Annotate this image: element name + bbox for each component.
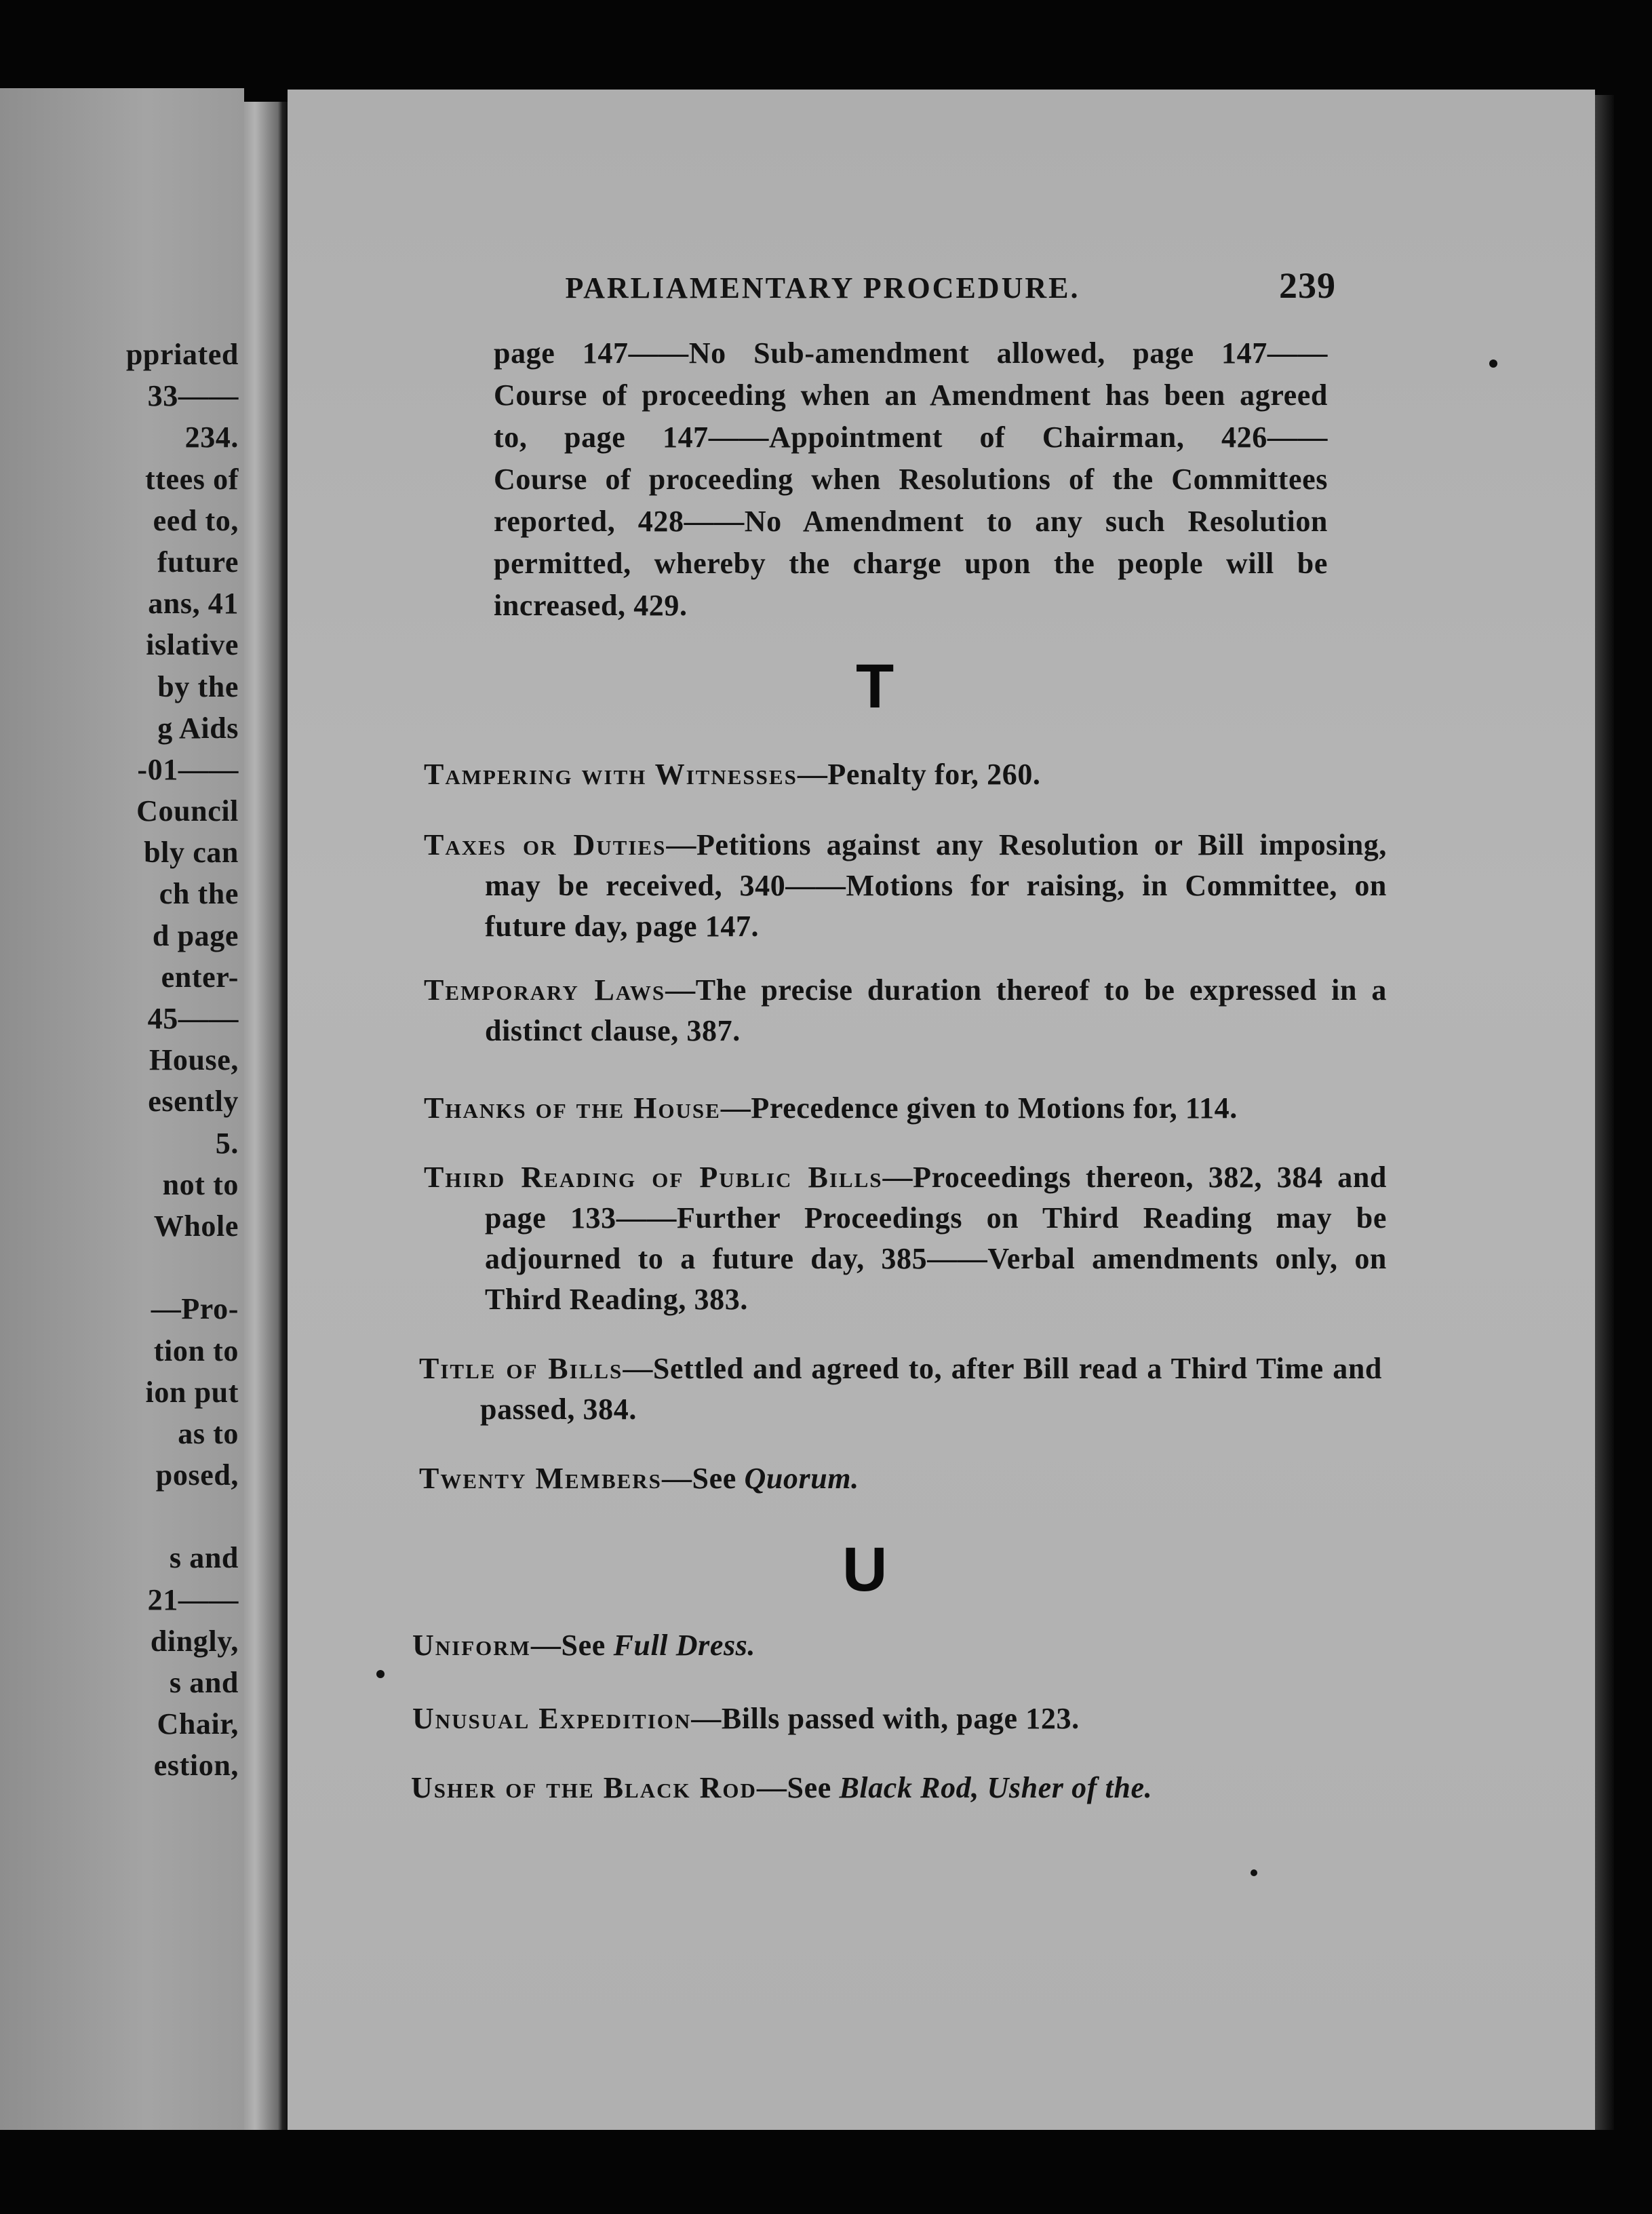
entry-heading: Tampering with Witnesses — [424, 758, 798, 791]
entry-heading: Taxes or Duties — [424, 828, 667, 861]
facing-line: esently — [148, 1085, 239, 1119]
facing-line: bly can — [144, 836, 239, 870]
index-entry — [424, 1088, 1387, 1129]
entry-heading: Title of Bills — [419, 1352, 623, 1385]
continued-line: to, page 147——Appointment of Chairman, 426—— — [494, 421, 1328, 454]
facing-line: g Aids — [157, 711, 239, 745]
facing-line: future — [157, 545, 239, 579]
ink-speck — [1489, 360, 1497, 368]
facing-line: Whole — [153, 1209, 239, 1243]
facing-line: Council — [136, 794, 239, 828]
facing-line: ch the — [159, 877, 239, 911]
facing-line: estion, — [153, 1749, 239, 1783]
page-edge-shadow — [1595, 95, 1614, 2130]
facing-line: s and — [169, 1666, 239, 1699]
facing-line: eed to, — [153, 503, 239, 537]
facing-line: 234. — [184, 421, 239, 454]
section-letter-t: T — [856, 652, 894, 721]
book-gutter — [244, 102, 288, 2130]
entry-body: —Settled and agreed to, after Bill read a Third Time and passed, 384. — [480, 1352, 1382, 1426]
entry-body: —Proceedings thereon, 382, 384 and page 133——Further Proceedings on Third Reading may be adjourned to a future day, 385——Verbal amendments only, on Third Reading, 383. — [485, 1161, 1387, 1316]
entry-body: —Bills passed with, page 123. — [691, 1702, 1080, 1735]
entry-body: —See — [756, 1771, 840, 1804]
index-entry — [424, 754, 1387, 795]
facing-line: —Pro- — [151, 1292, 239, 1326]
entry-heading: Thanks of the House — [424, 1091, 721, 1125]
cross-reference: Black Rod, Usher of the. — [839, 1771, 1153, 1804]
ink-speck — [376, 1670, 385, 1678]
section-letter-u: U — [842, 1535, 888, 1604]
index-entry — [412, 1698, 1375, 1739]
ink-speck — [1251, 1869, 1257, 1876]
page-number: 239 — [1279, 265, 1336, 306]
facing-line: House, — [149, 1043, 239, 1077]
facing-line: posed, — [155, 1458, 239, 1492]
facing-line: islative — [146, 628, 239, 662]
continued-entry — [494, 332, 1328, 627]
running-head-title: PARLIAMENTARY PROCEDURE. — [565, 271, 1080, 305]
facing-line: tion to — [153, 1334, 239, 1367]
continued-line: increased, 429. — [494, 589, 688, 622]
facing-line: ppriated — [125, 338, 239, 371]
entry-body: —Precedence given to Motions for, 114. — [720, 1091, 1238, 1125]
facing-line: by the — [157, 669, 239, 703]
index-entry — [419, 1458, 1382, 1499]
continued-line: permitted, whereby the charge upon the people will be — [494, 547, 1328, 580]
facing-line: 21—— — [147, 1582, 239, 1616]
index-entry — [424, 1157, 1387, 1320]
facing-line: ion put — [145, 1375, 239, 1409]
facing-line: enter- — [161, 960, 239, 994]
facing-line: not to — [162, 1167, 239, 1201]
cross-reference: Quorum. — [744, 1462, 859, 1495]
entry-body: —See — [530, 1629, 614, 1662]
facing-line: 5. — [215, 1126, 239, 1160]
facing-line: d page — [152, 918, 239, 952]
facing-line: -01—— — [137, 752, 239, 786]
scan-border-bottom — [0, 2130, 1652, 2214]
facing-line: dingly, — [150, 1624, 239, 1658]
entry-heading: Third Reading of Public Bills — [424, 1161, 883, 1194]
entry-heading: Unusual Expedition — [412, 1702, 692, 1735]
continued-line: Course of proceeding when an Amendment has been agreed — [494, 378, 1328, 412]
index-entry — [411, 1768, 1374, 1808]
entry-body: —Petitions against any Resolution or Bill imposing, may be received, 340——Motions for raising, in Committee, on future day, page 147. — [485, 828, 1387, 943]
facing-line — [15, 1496, 239, 1537]
facing-page-text — [15, 334, 239, 1787]
facing-line: 33—— — [147, 379, 239, 413]
entry-heading: Temporary Laws — [424, 973, 666, 1007]
index-entry — [412, 1625, 1375, 1666]
facing-page-left — [0, 88, 244, 2143]
entry-body: —The precise duration thereof to be expressed in a distinct clause, 387. — [485, 973, 1387, 1047]
index-entry — [424, 825, 1387, 947]
facing-line: 45—— — [147, 1002, 239, 1035]
index-entry — [424, 970, 1387, 1051]
facing-line: ttees of — [145, 462, 239, 496]
facing-line: Chair, — [157, 1707, 239, 1741]
continued-line: Course of proceeding when Resolutions of the Committees — [494, 463, 1328, 496]
entry-heading: Twenty Members — [419, 1462, 662, 1495]
entry-body: —See — [661, 1462, 745, 1495]
continued-line: reported, 428——No Amendment to any such Resolution — [494, 505, 1328, 538]
running-head — [353, 265, 1336, 307]
facing-line — [15, 1247, 239, 1288]
facing-line: ans, 41 — [148, 587, 239, 621]
entry-heading: Uniform — [412, 1629, 531, 1662]
index-entry — [419, 1348, 1382, 1430]
continued-line: page 147——No Sub-amendment allowed, page 147—— — [494, 336, 1328, 370]
entry-heading: Usher of the Black Rod — [411, 1771, 757, 1804]
cross-reference: Full Dress. — [613, 1629, 755, 1662]
facing-line: s and — [169, 1541, 239, 1575]
facing-line: as to — [178, 1416, 239, 1450]
entry-body: —Penalty for, 260. — [797, 758, 1041, 791]
